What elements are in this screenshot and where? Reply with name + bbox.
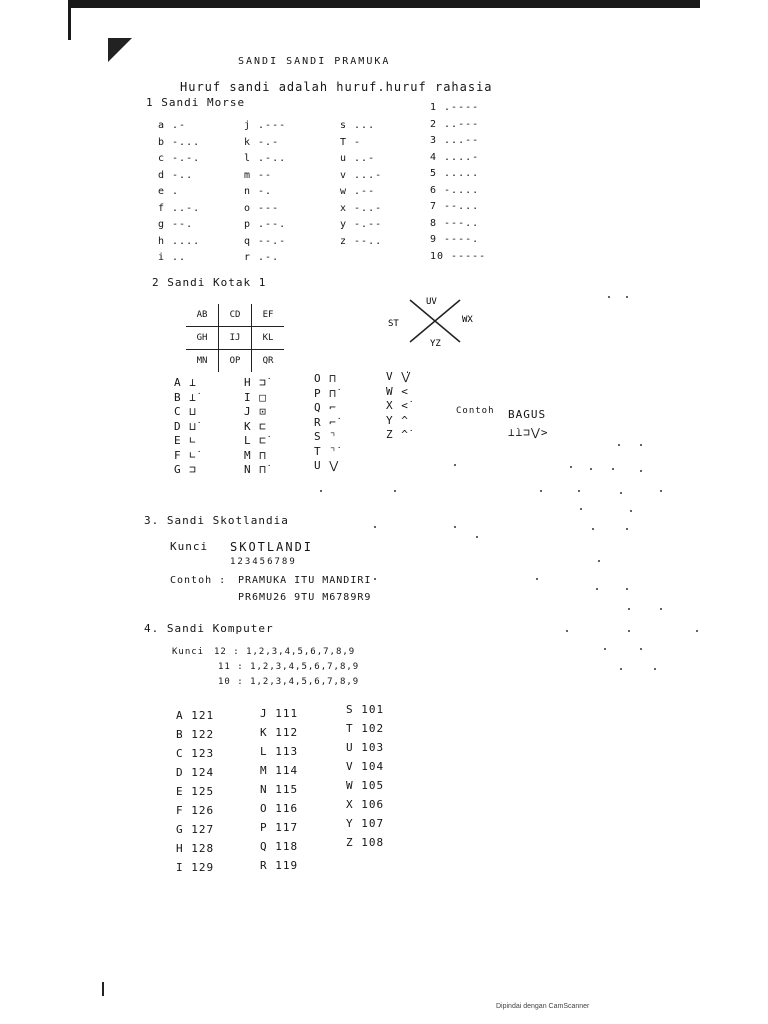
intro-text: Huruf sandi adalah huruf.huruf rahasia xyxy=(180,80,493,94)
morse-item: 7 --... xyxy=(430,201,480,212)
komputer-key-line: 12 : 1,2,3,4,5,6,7,8,9 xyxy=(214,647,356,657)
pigpen-item: J ⊡ xyxy=(244,405,267,418)
pigpen-item: S ⌝ xyxy=(314,430,337,443)
morse-item: 10 ----- xyxy=(430,250,487,262)
komputer-item: M 114 xyxy=(260,764,299,777)
grid-cell: MN xyxy=(186,350,219,373)
pigpen-item: N ⊓̇ xyxy=(244,463,267,476)
scotlandia-example-code: PR6MU26 9TU M6789R9 xyxy=(238,592,372,603)
pigpen-item: E ∟ xyxy=(174,434,197,447)
kotak-example-code: ⊥̇⊥⊐⋁> xyxy=(508,426,549,439)
pigpen-item: R ⌐̇ xyxy=(314,415,337,429)
pigpen-item: G ⊐ xyxy=(174,463,197,476)
grid-cell: GH xyxy=(186,327,219,350)
komputer-item: I 129 xyxy=(176,861,215,874)
pigpen-item: I □ xyxy=(244,390,267,404)
kotak-col-2 xyxy=(244,376,267,478)
morse-heading: 1 Sandi Morse xyxy=(146,96,246,109)
komputer-heading: 4. Sandi Komputer xyxy=(144,622,274,635)
pigpen-item: V ⋁̇ xyxy=(386,370,412,383)
pigpen-item: Y ^ xyxy=(386,413,409,427)
morse-item: 9 ----. xyxy=(430,234,480,245)
pigpen-item: F ∟̇ xyxy=(174,448,197,462)
kotak-heading: 2 Sandi Kotak 1 xyxy=(152,276,267,289)
kotak-col-1 xyxy=(174,376,197,478)
komputer-item: V 104 xyxy=(346,760,385,773)
scan-border-left xyxy=(68,0,71,40)
komputer-item: C 123 xyxy=(176,747,215,760)
morse-item: l .-.. xyxy=(244,153,287,164)
komputer-col-2 xyxy=(260,704,298,875)
komputer-item: S 101 xyxy=(346,703,385,716)
grid-cell: CD xyxy=(219,304,252,327)
komputer-col-1 xyxy=(176,706,214,877)
morse-item: w .-- xyxy=(340,186,376,197)
kotak-col-3 xyxy=(314,372,339,474)
komputer-item: D 124 xyxy=(176,766,215,779)
grid-cell: IJ xyxy=(219,327,252,350)
grid-cell: AB xyxy=(196,310,208,320)
pigpen-item: X <̇ xyxy=(386,399,409,412)
komputer-item: Z 108 xyxy=(346,836,385,849)
morse-item: r .-. xyxy=(244,252,280,263)
grid-cell: QR xyxy=(252,350,285,373)
komputer-item: W 105 xyxy=(346,779,385,792)
pigpen-item: B ⊥̇ xyxy=(174,390,197,404)
pigpen-item: H ⊐̇ xyxy=(244,376,267,389)
morse-item: x -..- xyxy=(340,202,383,214)
scotlandia-key-numbers: 123456789 xyxy=(230,557,297,567)
komputer-item: N 115 xyxy=(260,783,299,796)
scan-mark xyxy=(102,982,104,996)
komputer-item: P 117 xyxy=(260,821,299,834)
scotlandia-heading: 3. Sandi Skotlandia xyxy=(144,514,289,527)
pigpen-item: D ⊔̇ xyxy=(174,419,197,433)
kotak-cross-diagram xyxy=(380,290,490,354)
morse-item: s ... xyxy=(340,120,376,131)
morse-item: m -- xyxy=(244,169,273,181)
cross-label-left: ST xyxy=(388,319,399,329)
komputer-col-3 xyxy=(346,700,384,852)
kotak-grid xyxy=(186,304,284,372)
scotlandia-example-label: Contoh : xyxy=(170,575,227,586)
pigpen-item: W < xyxy=(386,384,409,398)
komputer-item: Y 107 xyxy=(346,817,385,830)
komputer-item: K 112 xyxy=(260,726,299,739)
pigpen-item: M ⊓ xyxy=(244,448,267,462)
morse-item: c -.-. xyxy=(158,153,201,164)
corner-mark xyxy=(108,38,132,62)
morse-item: u ..- xyxy=(340,153,376,164)
morse-item: e . xyxy=(158,186,180,197)
morse-col-4 xyxy=(430,100,486,265)
scotlandia-key-word: SKOTLANDI xyxy=(230,540,314,554)
komputer-item: H 128 xyxy=(176,842,215,855)
scotlandia-key-label: Kunci xyxy=(170,540,209,553)
morse-item: T - xyxy=(340,136,362,148)
pigpen-item: T ⌝̇ xyxy=(314,444,337,458)
komputer-item: J 111 xyxy=(260,707,299,720)
morse-item: h .... xyxy=(158,235,201,247)
morse-item: y -.-- xyxy=(340,219,383,230)
komputer-item: E 125 xyxy=(176,785,215,798)
komputer-item: A 121 xyxy=(176,709,215,722)
morse-item: p .--. xyxy=(244,219,287,230)
morse-item: 6 -.... xyxy=(430,184,480,196)
pigpen-item: A ⊥ xyxy=(174,376,197,389)
grid-cell: OP xyxy=(219,350,252,373)
komputer-item: B 122 xyxy=(176,728,215,741)
kotak-col-4 xyxy=(386,370,411,443)
morse-item: q --.- xyxy=(244,235,287,247)
cross-label-top: UV xyxy=(426,297,437,307)
pigpen-item: C ⊔ xyxy=(174,405,197,418)
scan-border xyxy=(68,0,700,8)
morse-item: 2 ..--- xyxy=(430,118,480,130)
morse-item: k -.- xyxy=(244,136,280,148)
kotak-example-word: BAGUS xyxy=(508,408,547,421)
komputer-key-line: 10 : 1,2,3,4,5,6,7,8,9 xyxy=(218,677,360,687)
komputer-item: T 102 xyxy=(346,722,385,735)
pigpen-item: O ⊓ xyxy=(314,372,337,385)
camscanner-watermark: Dipindai dengan CamScanner xyxy=(496,1003,590,1010)
morse-item: i .. xyxy=(158,252,187,263)
grid-cell: KL xyxy=(252,327,285,350)
morse-item: o --- xyxy=(244,202,280,214)
cross-label-right: WX xyxy=(462,315,473,325)
morse-item: 4 ....- xyxy=(430,151,480,163)
komputer-item: F 126 xyxy=(176,804,215,817)
komputer-item: Q 118 xyxy=(260,840,299,853)
morse-col-3 xyxy=(340,118,382,250)
morse-col-1 xyxy=(158,118,200,267)
morse-item: n -. xyxy=(244,186,273,197)
pigpen-item: U ⋁ xyxy=(314,459,340,472)
morse-item: z --.. xyxy=(340,235,383,247)
pigpen-item: Z ^̇ xyxy=(386,428,409,441)
komputer-key-label: Kunci xyxy=(172,647,205,657)
scotlandia-example-plain: PRAMUKA ITU MANDIRI xyxy=(238,575,372,586)
komputer-item: O 116 xyxy=(260,802,299,815)
komputer-item: L 113 xyxy=(260,745,299,758)
komputer-item: G 127 xyxy=(176,823,215,836)
komputer-item: R 119 xyxy=(260,859,299,872)
morse-col-2 xyxy=(244,118,286,267)
komputer-key-line: 11 : 1,2,3,4,5,6,7,8,9 xyxy=(218,662,360,672)
morse-item: f ..-. xyxy=(158,202,201,214)
cross-label-bottom: YZ xyxy=(430,339,441,349)
page-title: SANDI SANDI PRAMUKA xyxy=(238,56,391,67)
kotak-example-label: Contoh xyxy=(456,406,495,416)
morse-item: 3 ...-- xyxy=(430,135,480,146)
morse-item: 5 ..... xyxy=(430,168,480,179)
morse-item: j .--- xyxy=(244,120,287,131)
morse-item: b -... xyxy=(158,136,201,148)
morse-item: g --. xyxy=(158,219,194,230)
morse-item: a .- xyxy=(158,120,187,131)
pigpen-item: K ⊏ xyxy=(244,419,267,433)
grid-cell: EF xyxy=(252,304,285,327)
pigpen-item: Q ⌐ xyxy=(314,401,337,414)
morse-item: d -.. xyxy=(158,169,194,181)
pigpen-item: L ⊏̇ xyxy=(244,434,267,447)
morse-item: v ...- xyxy=(340,169,383,181)
komputer-item: U 103 xyxy=(346,741,385,754)
pigpen-item: P ⊓̇ xyxy=(314,386,337,400)
morse-item: 8 ---.. xyxy=(430,217,480,229)
komputer-item: X 106 xyxy=(346,798,385,811)
morse-item: 1 .---- xyxy=(430,102,480,113)
